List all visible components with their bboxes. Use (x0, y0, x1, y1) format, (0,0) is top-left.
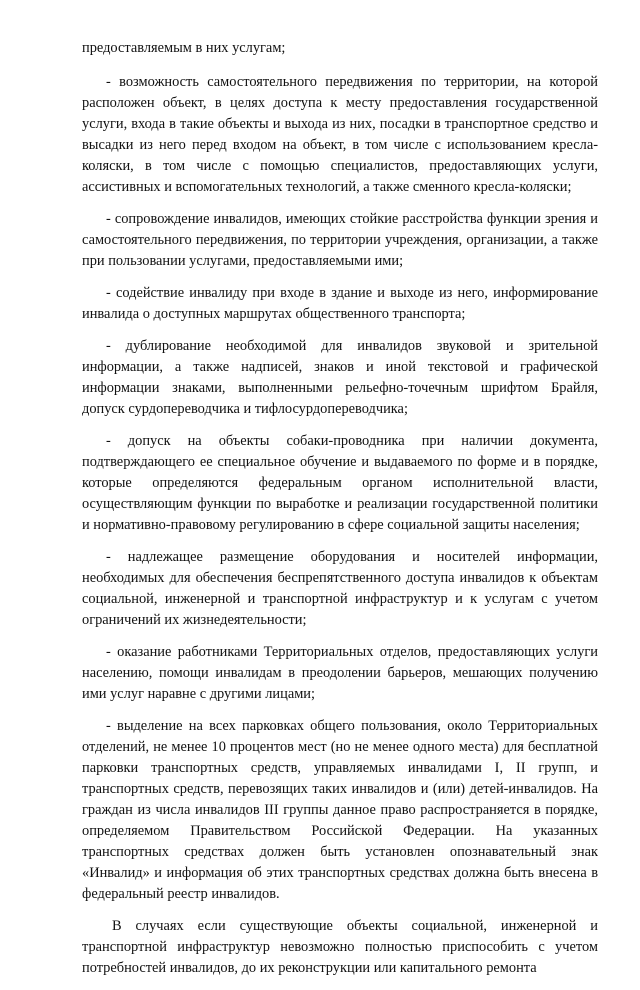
paragraph-parking: - выделение на всех парковках общего пользования, около Территориальных отделений, не менее 10 процентов мест (но не менее одного места) для бесплатной парковки транспортных средств, управляемых инвалидами I, II групп, и транспортных средств, перевозящих таких инвалидов и (или) детей-инвалидов. На граждан из числа инвалидов III группы данное право распространяется в порядке, определяемом Правительством Российской Федерации. На указанных транспортных средствах должен быть установлен опознавательный знак «Инвалид» и информация об этих транспортных средствах должна быть внесена в федеральный реестр инвалидов. (82, 718, 598, 902)
paragraph-guide-dog: - допуск на объекты собаки-проводника при наличии документа, подтверждающего ее специальное обучение и выдаваемого по форме и в порядке, которые определяются федеральным органом исполнительной власти, осуществляющим функции по выработке и реализации государственной политики и нормативно-правовому регулированию в сфере социальной защиты населения; (82, 433, 598, 533)
paragraph-equipment-placement: - надлежащее размещение оборудования и носителей информации, необходимых для обеспечения беспрепятственного доступа инвалидов к объектам социальной, инженерной и транспортной инфраструктур и к услугам с учетом ограничений их жизнедеятельности; (82, 549, 598, 628)
paragraph-staff-assistance: - оказание работниками Территориальных отделов, предоставляющих услуги населению, помощи инвалидам в преодолении барьеров, мешающих получению ими услуг наравне с другими лицами; (82, 644, 598, 702)
paragraph-independent-movement: - возможность самостоятельного передвижения по территории, на которой расположен объект, в целях доступа к месту предоставления государственной услуги, входа в такие объекты и выхода из них, посадки в транспортное средство и высадки из него перед входом на объект, в том числе с использованием кресла-коляски, в том числе с помощью специалистов, предоставляющих услуги, ассистивных и вспомогательных технологий, а также сменного кресла-коляски; (82, 74, 598, 195)
document-text (82, 38, 598, 990)
paragraph-braille: - дублирование необходимой для инвалидов звуковой и зрительной информации, а также надписей, знаков и иной текстовой и графической информации знаками, выполненными рельефно-точечным шрифтом Брайля, допуск сурдопереводчика и тифлосурдопереводчика; (82, 338, 598, 417)
paragraph-entry-assistance: - содействие инвалиду при входе в здание и выходе из него, информирование инвалида о доступных маршрутах общественного транспорта; (82, 285, 598, 322)
paragraph-escort: - сопровождение инвалидов, имеющих стойкие расстройства функции зрения и самостоятельного передвижения, по территории учреждения, организации, а также при пользовании услугами, предоставляемыми ими; (82, 211, 598, 269)
paragraph-continuation: предоставляемым в них услугам; (82, 40, 286, 56)
paragraph-reconstruction: В случаях если существующие объекты социальной, инженерной и транспортной инфраструктур невозможно полностью приспособить с учетом потребностей инвалидов, до их реконструкции или капитального ремонта (82, 918, 598, 976)
